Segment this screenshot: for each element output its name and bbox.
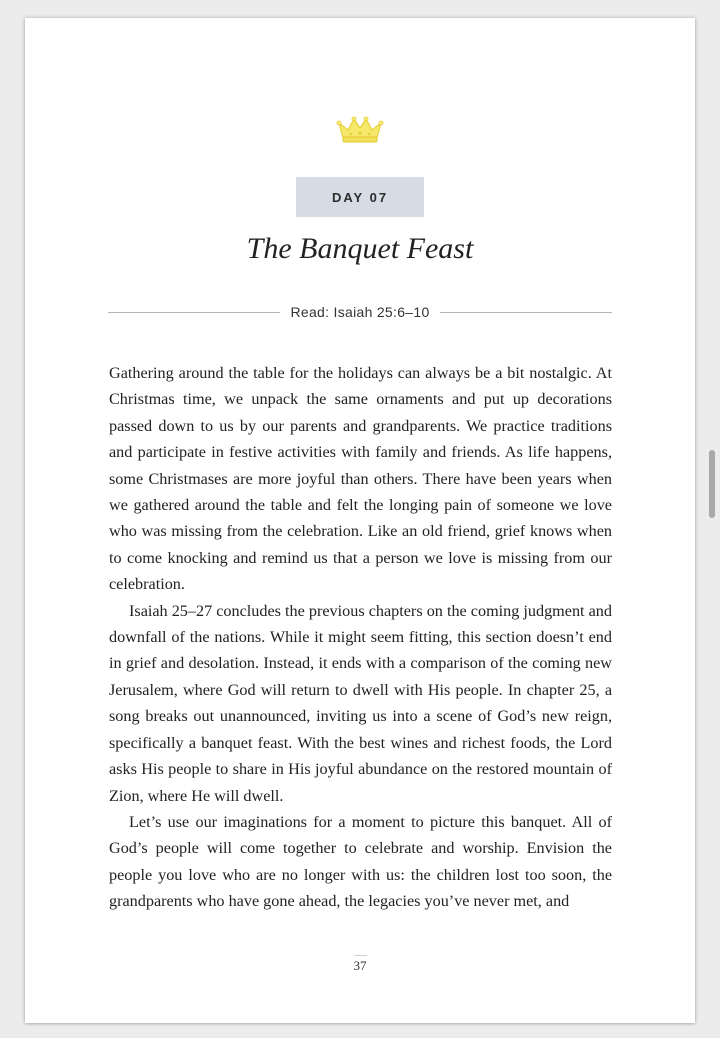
reading-reference: [108, 302, 612, 322]
scrollbar-thumb[interactable]: [709, 450, 715, 518]
book-page: [25, 18, 695, 1023]
paragraph: Let’s use our imaginations for a moment to picture this banquet. All of God’s people will come together to celebrate and worship. Envision the people you love who are no longer with us: the children lost too soon, the grandparents who have gone ahead, the legacies you’ve never met, and: [109, 812, 612, 911]
divider-right: [440, 312, 612, 313]
page-title: The Banquet Feast: [246, 232, 474, 265]
page-number-label: 37: [354, 955, 367, 974]
day-label: DAY 07: [331, 189, 389, 205]
crown-icon: [336, 113, 384, 145]
paragraph: Gathering around the table for the holidays can always be a bit nostalgic. At Christmas time, we unpack the same ornaments and put up decorations passed down to us by our parents and grandparents. We practice traditions and participate in festive activities with family and friends. As life happens, some Christmases are more joyful than others. There have been years when we gathered around the table and felt the longing pain of someone we love who was missing from the celebration. Like an old friend, grief knows when to come knocking and remind us that a person we love is missing from our celebration.: [109, 364, 612, 594]
day-badge: [296, 177, 424, 217]
divider-left: [108, 312, 280, 313]
reading-label: Read: Isaiah 25:6–10: [290, 304, 430, 320]
paragraph: Isaiah 25–27 concludes the previous chapters on the coming judgment and downfall of the nations. While it might seem fitting, this section doesn’t end in grief and desolation. Instead, it ends with a comparison of the coming new Jerusalem, where God will return to dwell with His people. In chapter 25, a song breaks out unannounced, inviting us into a scene of God’s new reign, specifically a banquet feast. With the best wines and richest foods, the Lord asks His people to share in His joyful abundance on the restored mountain of Zion, where He will dwell.: [109, 601, 612, 805]
body-text: [109, 360, 612, 915]
page-number: [25, 955, 695, 974]
